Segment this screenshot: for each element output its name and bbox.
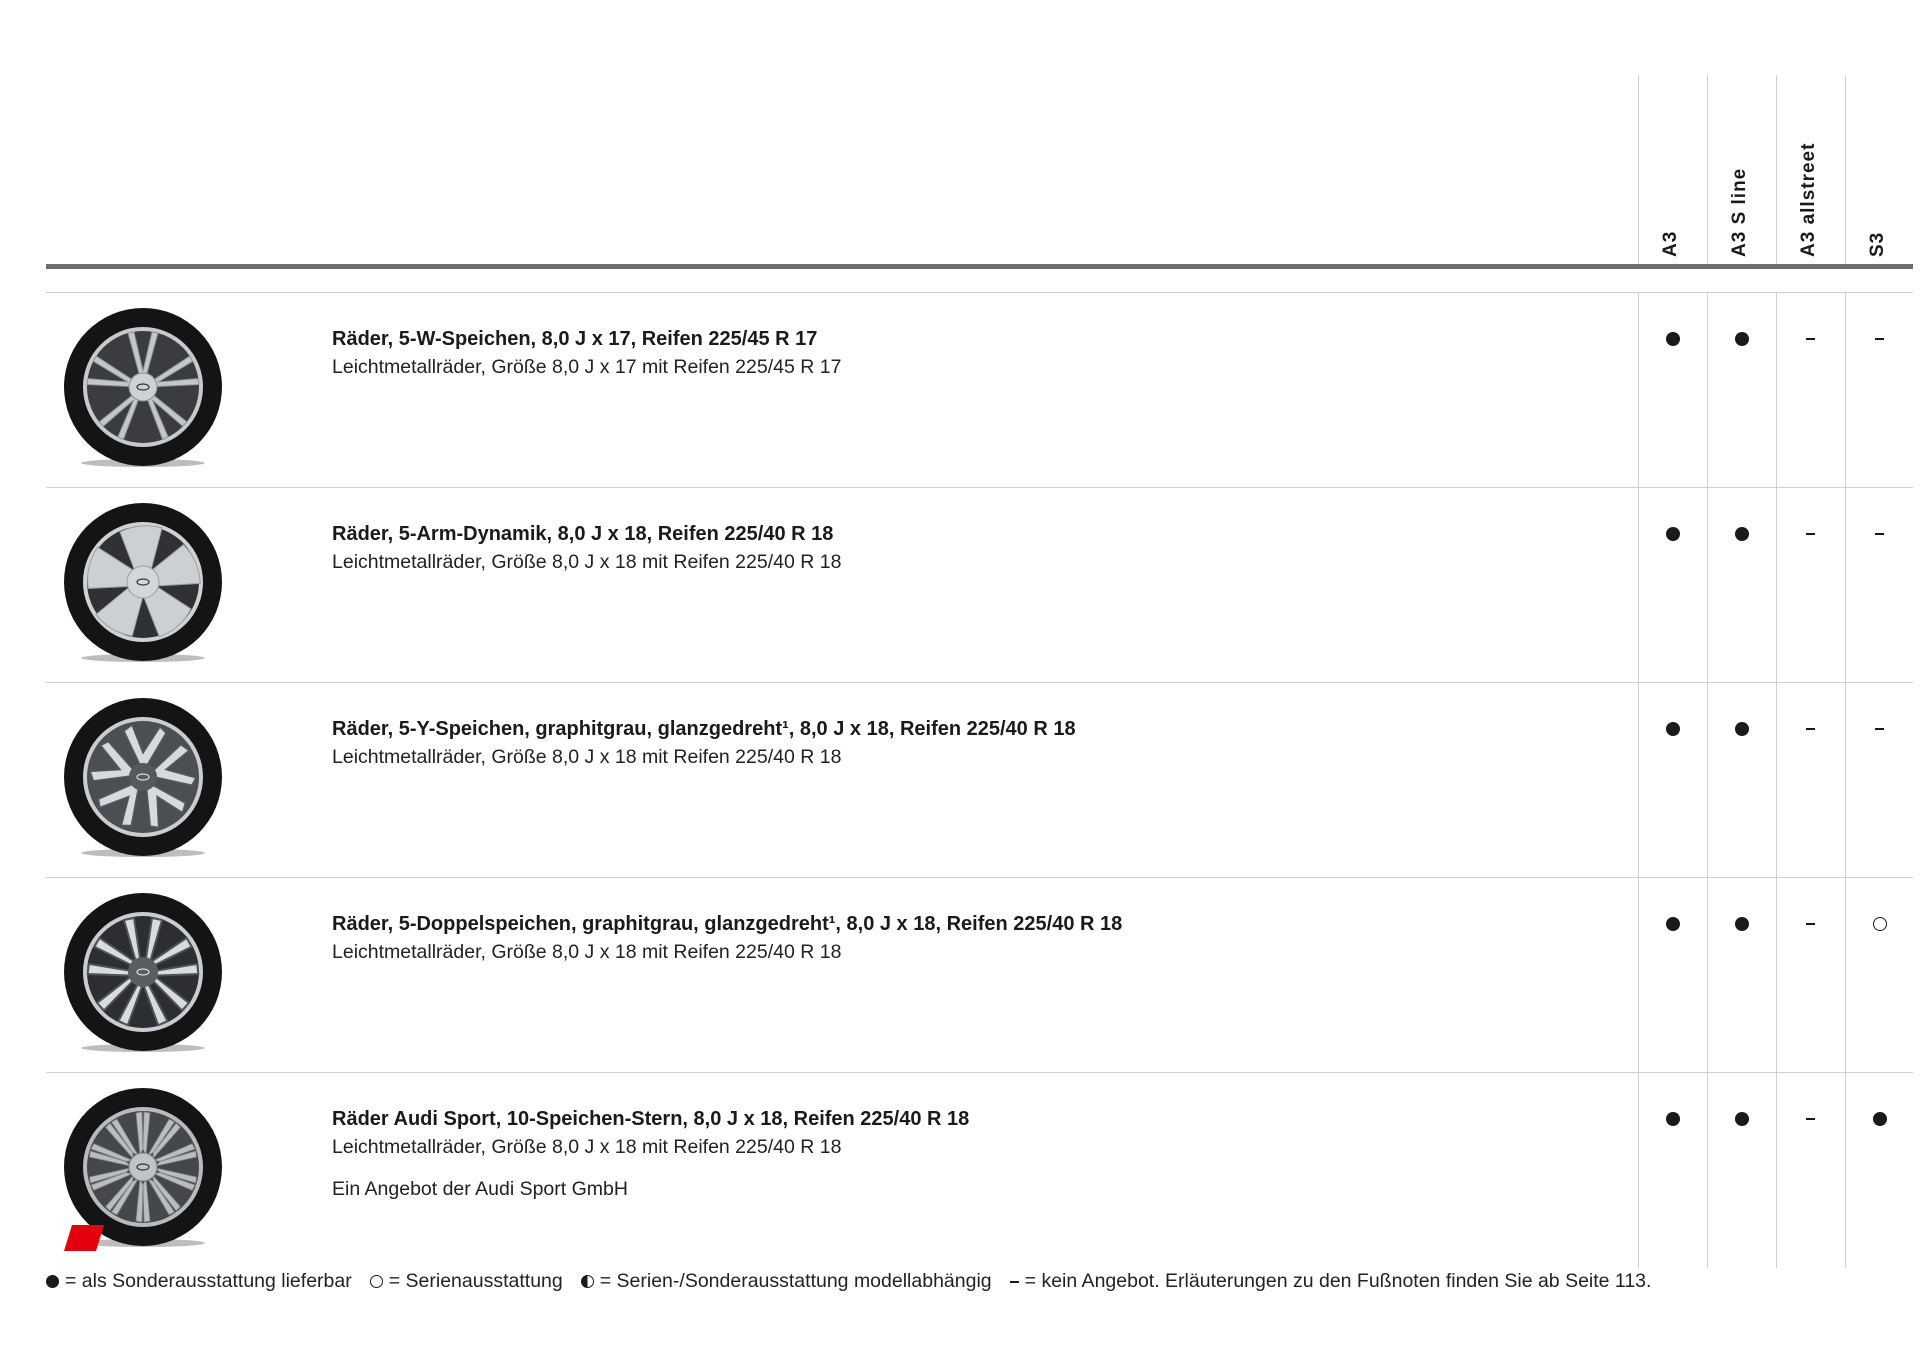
open-circle-icon bbox=[370, 1275, 383, 1288]
column-header-s3 bbox=[1845, 75, 1914, 265]
column-divider bbox=[1638, 75, 1639, 265]
mark-a3-s-line bbox=[1707, 715, 1776, 743]
availability-marks bbox=[1638, 715, 1913, 745]
standard-equipment-icon bbox=[1873, 917, 1887, 931]
legend-item-standard bbox=[370, 1270, 563, 1293]
legend-text: = Serien-/Sonderausstattung modellabhängig bbox=[599, 1270, 992, 1292]
mark-a3 bbox=[1638, 1105, 1707, 1133]
availability-marks bbox=[1638, 325, 1913, 355]
row-description: Leichtmetallräder, Größe 8,0 J x 18 mit Reifen 225/40 R 18 bbox=[332, 1136, 842, 1158]
available-option-icon bbox=[1735, 1112, 1749, 1126]
mark-a3-allstreet bbox=[1776, 325, 1845, 353]
available-option-icon bbox=[1666, 917, 1680, 931]
not-offered-icon bbox=[1806, 533, 1815, 535]
available-option-icon bbox=[1666, 722, 1680, 736]
column-label: A3 S line bbox=[1728, 167, 1750, 257]
not-offered-icon bbox=[1806, 728, 1815, 730]
column-header-a3 bbox=[1638, 75, 1707, 265]
wheel-5-w-spoke-icon bbox=[62, 307, 224, 469]
mark-s3 bbox=[1845, 910, 1914, 938]
table-row bbox=[46, 1073, 1913, 1268]
mark-a3-allstreet bbox=[1776, 520, 1845, 548]
row-description: Leichtmetallräder, Größe 8,0 J x 18 mit Reifen 225/40 R 18 bbox=[332, 551, 842, 573]
availability-marks bbox=[1638, 910, 1913, 940]
mark-a3-s-line bbox=[1707, 520, 1776, 548]
column-header-a3-s-line bbox=[1707, 75, 1776, 265]
row-title: Räder, 5-Doppelspeichen, graphitgrau, glanzgedreht¹, 8,0 J x 18, Reifen 225/40 R 18 bbox=[332, 913, 1123, 935]
mark-a3 bbox=[1638, 520, 1707, 548]
row-text bbox=[332, 520, 841, 576]
table-row bbox=[46, 878, 1913, 1073]
available-option-icon bbox=[1666, 332, 1680, 346]
mark-a3-s-line bbox=[1707, 325, 1776, 353]
mark-a3-s-line bbox=[1707, 910, 1776, 938]
column-header-a3-allstreet bbox=[1776, 75, 1845, 265]
legend-item-optional bbox=[46, 1270, 352, 1293]
wheel-5-double-spoke-graphite-icon bbox=[62, 892, 224, 1054]
row-text bbox=[332, 715, 1076, 771]
column-divider bbox=[1845, 75, 1846, 265]
row-description: Leichtmetallräder, Größe 8,0 J x 18 mit Reifen 225/40 R 18 bbox=[332, 941, 842, 963]
availability-marks bbox=[1638, 520, 1913, 550]
legend-item-not-offered bbox=[1010, 1270, 1652, 1293]
wheel-5-arm-dynamic-icon bbox=[62, 502, 224, 664]
not-offered-icon bbox=[1875, 728, 1884, 730]
not-offered-icon bbox=[1875, 338, 1884, 340]
table-row bbox=[46, 293, 1913, 488]
table-row bbox=[46, 683, 1913, 878]
column-label: A3 allstreet bbox=[1797, 142, 1819, 257]
mark-s3 bbox=[1845, 520, 1914, 548]
mark-a3-allstreet bbox=[1776, 1105, 1845, 1133]
audi-sport-badge-icon bbox=[64, 1225, 104, 1251]
mark-a3-s-line bbox=[1707, 1105, 1776, 1133]
row-description: Leichtmetallräder, Größe 8,0 J x 17 mit Reifen 225/45 R 17 bbox=[332, 356, 842, 378]
column-divider bbox=[1776, 75, 1777, 265]
legend bbox=[46, 1270, 1669, 1293]
row-text bbox=[332, 325, 841, 381]
mark-a3-allstreet bbox=[1776, 715, 1845, 743]
half-circle-icon bbox=[581, 1275, 594, 1288]
availability-marks bbox=[1638, 1105, 1913, 1135]
available-option-icon bbox=[1873, 1112, 1887, 1126]
mark-a3 bbox=[1638, 715, 1707, 743]
mark-s3 bbox=[1845, 325, 1914, 353]
legend-text: = als Sonderausstattung lieferbar bbox=[65, 1270, 352, 1292]
row-text bbox=[332, 910, 1122, 966]
row-title: Räder, 5-Arm-Dynamik, 8,0 J x 18, Reifen 225/40 R 18 bbox=[332, 523, 834, 545]
not-offered-icon bbox=[1806, 338, 1815, 340]
row-note: Ein Angebot der Audi Sport GmbH bbox=[332, 1178, 628, 1200]
available-option-icon bbox=[1735, 332, 1749, 346]
available-option-icon bbox=[1735, 722, 1749, 736]
not-offered-icon bbox=[1806, 923, 1815, 925]
not-offered-icon bbox=[1875, 533, 1884, 535]
legend-item-model-dependent bbox=[581, 1270, 992, 1293]
available-option-icon bbox=[1735, 917, 1749, 931]
dash-icon bbox=[1010, 1281, 1019, 1283]
row-text bbox=[332, 1105, 969, 1203]
available-option-icon bbox=[1666, 527, 1680, 541]
mark-s3 bbox=[1845, 715, 1914, 743]
table-row bbox=[46, 488, 1913, 683]
row-title: Räder, 5-Y-Speichen, graphitgrau, glanzgedreht¹, 8,0 J x 18, Reifen 225/40 R 18 bbox=[332, 718, 1076, 740]
mark-a3-allstreet bbox=[1776, 910, 1845, 938]
mark-s3 bbox=[1845, 1105, 1914, 1133]
column-label: S3 bbox=[1866, 231, 1888, 257]
wheel-5-y-spoke-graphite-icon bbox=[62, 697, 224, 859]
filled-dot-icon bbox=[46, 1275, 59, 1288]
legend-text: = Serienausstattung bbox=[388, 1270, 563, 1292]
not-offered-icon bbox=[1806, 1118, 1815, 1120]
available-option-icon bbox=[1666, 1112, 1680, 1126]
mark-a3 bbox=[1638, 910, 1707, 938]
mark-a3 bbox=[1638, 325, 1707, 353]
available-option-icon bbox=[1735, 527, 1749, 541]
legend-text: = kein Angebot. Erläuterungen zu den Fußnoten finden Sie ab Seite 113. bbox=[1024, 1270, 1652, 1292]
row-title: Räder, 5-W-Speichen, 8,0 J x 17, Reifen 225/45 R 17 bbox=[332, 328, 818, 350]
column-divider bbox=[1707, 75, 1708, 265]
row-description: Leichtmetallräder, Größe 8,0 J x 18 mit Reifen 225/40 R 18 bbox=[332, 746, 842, 768]
header-rule bbox=[46, 264, 1913, 269]
column-label: A3 bbox=[1659, 230, 1681, 257]
row-title: Räder Audi Sport, 10-Speichen-Stern, 8,0 J x 18, Reifen 225/40 R 18 bbox=[332, 1108, 970, 1130]
